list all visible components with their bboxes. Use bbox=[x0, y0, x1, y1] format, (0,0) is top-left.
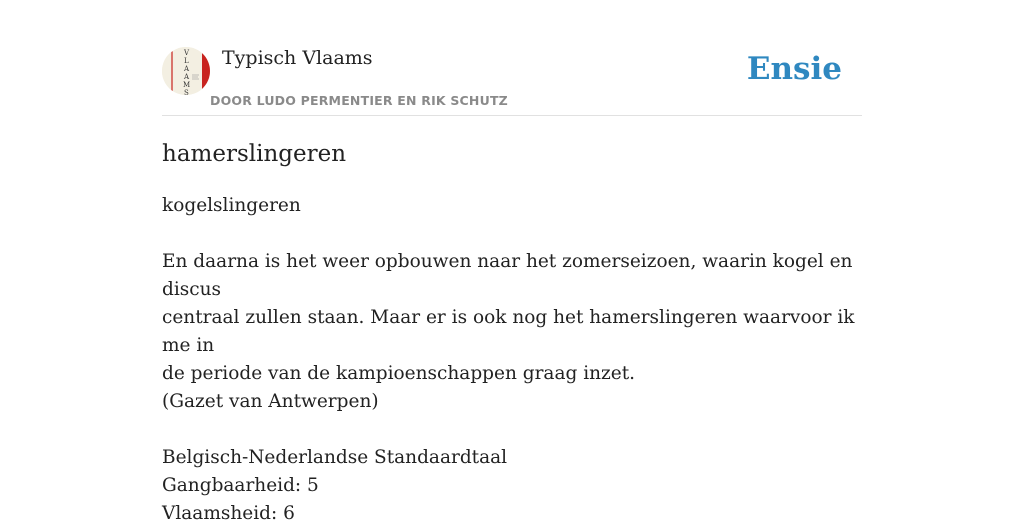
logo-letter: A bbox=[184, 65, 190, 73]
page bbox=[162, 0, 862, 524]
logo-letter: L bbox=[184, 57, 189, 65]
example-line: En daarna is het weer opbouwen naar het zomerseizoen, waarin kogel en discus bbox=[162, 251, 853, 300]
publication-logo[interactable] bbox=[162, 47, 210, 95]
entry-synonym: kogelslingeren bbox=[162, 195, 301, 216]
spacer bbox=[162, 416, 862, 444]
ensie-logo[interactable]: Ensie bbox=[746, 51, 842, 87]
vlaamsheid-score: Vlaamsheid: 6 bbox=[162, 503, 295, 524]
logo-letter: A bbox=[184, 73, 190, 81]
example-line: de periode van de kampioenschappen graag inzet. bbox=[162, 363, 636, 384]
example-line: centraal zullen staan. Maar er is ook nog het hamerslingeren waarvoor ik me in bbox=[162, 307, 855, 356]
entry-content bbox=[162, 192, 862, 528]
logo-letter: S bbox=[184, 89, 189, 95]
entry-title: hamerslingeren bbox=[162, 141, 347, 167]
register-label: Belgisch-Nederlandse Standaardtaal bbox=[162, 447, 508, 468]
example-source: (Gazet van Antwerpen) bbox=[162, 391, 379, 412]
logo-letter: M bbox=[183, 81, 191, 89]
header bbox=[162, 0, 862, 116]
publication-title[interactable]: Typisch Vlaams bbox=[222, 47, 373, 69]
gangbaarheid-score: Gangbaarheid: 5 bbox=[162, 475, 319, 496]
byline: DOOR LUDO PERMENTIER EN RIK SCHUTZ bbox=[210, 93, 508, 108]
logo-letter: V bbox=[184, 49, 190, 57]
logo-book-cover-icon bbox=[162, 47, 210, 95]
spacer bbox=[162, 220, 862, 248]
